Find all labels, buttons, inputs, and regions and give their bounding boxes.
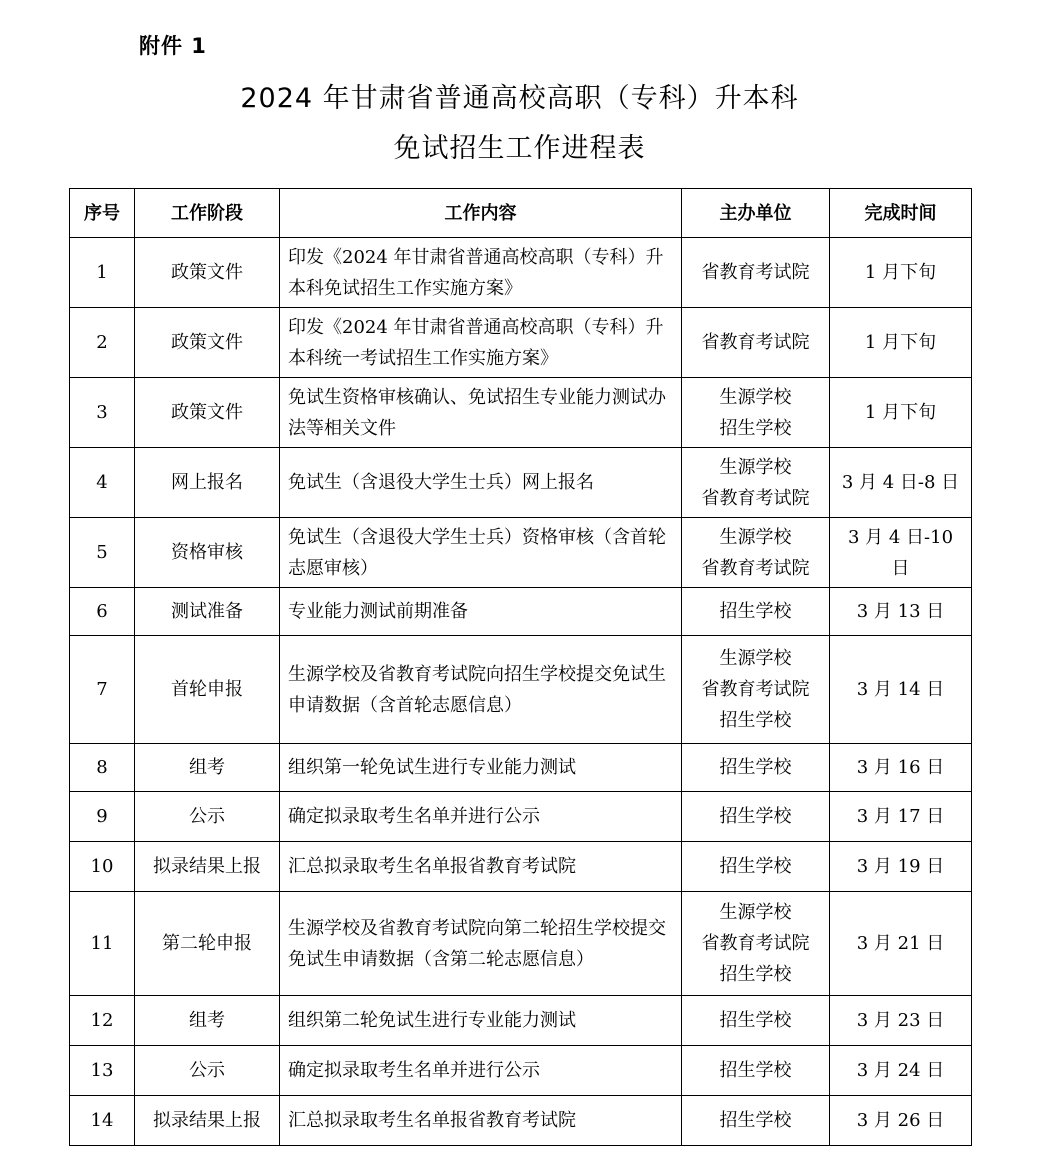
row-number: 13 xyxy=(70,1046,135,1096)
row-deadline: 3 月 13 日 xyxy=(830,588,972,636)
row-stage: 首轮申报 xyxy=(135,636,280,744)
header-number: 序号 xyxy=(70,189,135,238)
row-number: 14 xyxy=(70,1096,135,1146)
table-row xyxy=(70,1046,972,1096)
row-organizer xyxy=(682,308,830,378)
table-row xyxy=(70,892,972,996)
row-organizer xyxy=(682,518,830,588)
row-number: 2 xyxy=(70,308,135,378)
table-row xyxy=(70,636,972,744)
row-number: 4 xyxy=(70,448,135,518)
organizer-name: 省教育考试院 xyxy=(701,679,810,700)
row-organizer xyxy=(682,996,830,1046)
organizer-name: 招生学校 xyxy=(719,601,792,622)
row-organizer xyxy=(682,588,830,636)
row-stage: 政策文件 xyxy=(135,378,280,448)
row-stage: 第二轮申报 xyxy=(135,892,280,996)
schedule-table xyxy=(69,188,972,1146)
table-row xyxy=(70,792,972,842)
row-deadline: 3 月 16 日 xyxy=(830,744,972,792)
organizer-name: 生源学校 xyxy=(719,456,792,478)
table-row xyxy=(70,744,972,792)
table-row xyxy=(70,1096,972,1146)
row-content: 组织第一轮免试生进行专业能力测试 xyxy=(280,744,682,792)
table-row xyxy=(70,238,972,308)
row-number: 6 xyxy=(70,588,135,636)
row-content: 生源学校及省教育考试院向招生学校提交免试生申请数据（含首轮志愿信息） xyxy=(280,636,682,744)
organizer-name: 招生学校 xyxy=(719,417,792,439)
row-deadline: 1 月下旬 xyxy=(830,308,972,378)
table-row xyxy=(70,518,972,588)
row-content: 组织第二轮免试生进行专业能力测试 xyxy=(280,996,682,1046)
row-stage: 政策文件 xyxy=(135,238,280,308)
row-content: 汇总拟录取考生名单报省教育考试院 xyxy=(280,1096,682,1146)
document-title-line-1: 2024 年甘肃省普通高校高职（专科）升本科 xyxy=(240,83,799,114)
organizer-name: 招生学校 xyxy=(719,806,792,827)
row-deadline: 3 月 4 日-10 日 xyxy=(830,518,972,588)
row-number: 7 xyxy=(70,636,135,744)
row-content: 汇总拟录取考生名单报省教育考试院 xyxy=(280,842,682,892)
row-deadline: 3 月 14 日 xyxy=(830,636,972,744)
row-stage: 拟录结果上报 xyxy=(135,1096,280,1146)
document-title-line-2: 免试招生工作进程表 xyxy=(393,133,646,164)
row-number: 5 xyxy=(70,518,135,588)
header-organizer: 主办单位 xyxy=(682,189,830,238)
row-number: 9 xyxy=(70,792,135,842)
row-deadline: 3 月 21 日 xyxy=(830,892,972,996)
row-stage: 拟录结果上报 xyxy=(135,842,280,892)
organizer-name: 招生学校 xyxy=(719,1060,792,1081)
row-stage: 组考 xyxy=(135,744,280,792)
table-row xyxy=(70,448,972,518)
row-organizer xyxy=(682,448,830,518)
table-row xyxy=(70,308,972,378)
organizer-name: 生源学校 xyxy=(719,526,792,548)
header-content: 工作内容 xyxy=(280,189,682,238)
table-header-row xyxy=(70,189,972,238)
row-stage: 公示 xyxy=(135,1046,280,1096)
row-organizer xyxy=(682,636,830,744)
organizer-name: 招生学校 xyxy=(719,1110,792,1131)
row-number: 1 xyxy=(70,238,135,308)
organizer-name: 省教育考试院 xyxy=(701,332,810,353)
row-number: 11 xyxy=(70,892,135,996)
row-organizer xyxy=(682,744,830,792)
table-row xyxy=(70,996,972,1046)
table-row xyxy=(70,588,972,636)
row-content: 专业能力测试前期准备 xyxy=(280,588,682,636)
row-content: 确定拟录取考生名单并进行公示 xyxy=(280,1046,682,1096)
organizer-name: 招生学校 xyxy=(719,710,792,731)
row-organizer xyxy=(682,792,830,842)
table-row xyxy=(70,842,972,892)
row-organizer xyxy=(682,378,830,448)
header-stage: 工作阶段 xyxy=(135,189,280,238)
row-content: 免试生资格审核确认、免试招生专业能力测试办法等相关文件 xyxy=(280,378,682,448)
row-deadline: 3 月 19 日 xyxy=(830,842,972,892)
table-body xyxy=(70,238,972,1146)
row-stage: 组考 xyxy=(135,996,280,1046)
table-row xyxy=(70,378,972,448)
row-deadline: 1 月下旬 xyxy=(830,238,972,308)
organizer-name: 招生学校 xyxy=(719,1010,792,1031)
header-deadline: 完成时间 xyxy=(830,189,972,238)
row-content: 印发《2024 年甘肃省普通高校高职（专科）升本科统一考试招生工作实施方案》 xyxy=(280,308,682,378)
organizer-name: 生源学校 xyxy=(719,648,792,669)
row-number: 8 xyxy=(70,744,135,792)
organizer-name: 省教育考试院 xyxy=(701,487,810,509)
row-content: 印发《2024 年甘肃省普通高校高职（专科）升本科免试招生工作实施方案》 xyxy=(280,238,682,308)
row-content: 确定拟录取考生名单并进行公示 xyxy=(280,792,682,842)
row-deadline: 3 月 24 日 xyxy=(830,1046,972,1096)
row-organizer xyxy=(682,842,830,892)
organizer-name: 省教育考试院 xyxy=(701,557,810,579)
row-organizer xyxy=(682,1096,830,1146)
row-stage: 资格审核 xyxy=(135,518,280,588)
row-number: 3 xyxy=(70,378,135,448)
row-organizer xyxy=(682,238,830,308)
row-deadline: 1 月下旬 xyxy=(830,378,972,448)
row-stage: 网上报名 xyxy=(135,448,280,518)
row-stage: 测试准备 xyxy=(135,588,280,636)
organizer-name: 招生学校 xyxy=(719,757,792,778)
row-deadline: 3 月 17 日 xyxy=(830,792,972,842)
row-number: 10 xyxy=(70,842,135,892)
row-deadline: 3 月 26 日 xyxy=(830,1096,972,1146)
row-number: 12 xyxy=(70,996,135,1046)
row-content: 免试生（含退役大学生士兵）资格审核（含首轮志愿审核） xyxy=(280,518,682,588)
organizer-name: 生源学校 xyxy=(719,386,792,408)
row-stage: 公示 xyxy=(135,792,280,842)
row-content: 免试生（含退役大学生士兵）网上报名 xyxy=(280,448,682,518)
row-content: 生源学校及省教育考试院向第二轮招生学校提交免试生申请数据（含第二轮志愿信息） xyxy=(280,892,682,996)
row-organizer xyxy=(682,1046,830,1096)
organizer-name: 省教育考试院 xyxy=(701,933,810,954)
organizer-name: 省教育考试院 xyxy=(701,262,810,283)
organizer-name: 招生学校 xyxy=(719,964,792,985)
row-deadline: 3 月 23 日 xyxy=(830,996,972,1046)
organizer-name: 生源学校 xyxy=(719,902,792,923)
row-deadline: 3 月 4 日-8 日 xyxy=(830,448,972,518)
row-organizer xyxy=(682,892,830,996)
row-stage: 政策文件 xyxy=(135,308,280,378)
organizer-name: 招生学校 xyxy=(719,856,792,877)
attachment-label: 附件 1 xyxy=(139,34,207,58)
